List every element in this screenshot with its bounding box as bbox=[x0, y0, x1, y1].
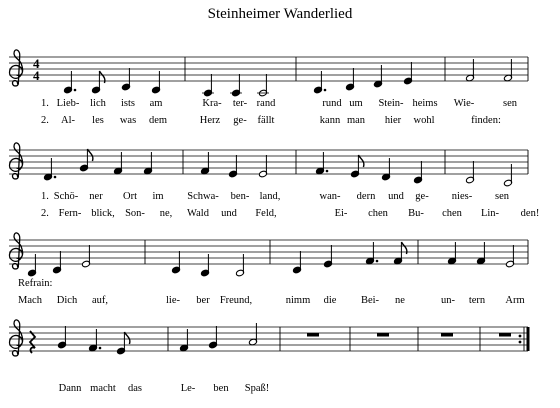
lyric-syllable: heims bbox=[412, 98, 438, 109]
lyric-syllable: den! bbox=[520, 208, 540, 219]
note bbox=[180, 329, 189, 352]
lyric-syllable: chen bbox=[442, 208, 462, 219]
time-signature-bottom: 4 bbox=[33, 68, 40, 83]
lyric-syllable: un- bbox=[441, 295, 455, 306]
lyric-syllable: Schwa- bbox=[187, 191, 219, 202]
note bbox=[92, 71, 105, 94]
note bbox=[229, 155, 238, 178]
treble-clef-icon bbox=[9, 320, 22, 356]
note bbox=[201, 152, 210, 175]
lyric-syllable: chen bbox=[368, 208, 388, 219]
note bbox=[114, 152, 123, 175]
note bbox=[504, 59, 513, 82]
dot bbox=[324, 89, 327, 92]
lyric-syllable: nies- bbox=[451, 191, 473, 202]
lyric-syllable: sen bbox=[495, 191, 509, 202]
lyric-syllable: um bbox=[349, 98, 363, 109]
lyric-syllable: und bbox=[388, 191, 404, 202]
note bbox=[89, 329, 102, 352]
repeat-dot bbox=[519, 341, 522, 344]
note bbox=[209, 326, 218, 349]
lyric-syllable: wohl bbox=[413, 115, 435, 126]
note bbox=[293, 251, 302, 274]
dot bbox=[376, 260, 379, 263]
note bbox=[122, 68, 131, 91]
note bbox=[172, 251, 181, 274]
note bbox=[506, 245, 515, 268]
note bbox=[230, 74, 242, 97]
song-title: Steinheimer Wanderlied bbox=[207, 6, 353, 22]
note bbox=[144, 152, 153, 175]
lyric-syllable: ge- bbox=[233, 115, 247, 126]
dot bbox=[326, 170, 329, 173]
lyric-syllable: fällt bbox=[257, 115, 275, 126]
lyric-syllable: blick, bbox=[91, 208, 115, 219]
lyric-syllable: das bbox=[128, 383, 142, 394]
whole-rest bbox=[499, 333, 511, 337]
whole-rest bbox=[307, 333, 319, 337]
note bbox=[414, 161, 423, 184]
note bbox=[53, 251, 62, 274]
lyric-syllable: Wald bbox=[187, 208, 209, 219]
quarter-rest bbox=[30, 331, 35, 353]
note bbox=[44, 158, 57, 181]
note bbox=[58, 326, 67, 349]
lyric-syllable: Dann bbox=[58, 383, 82, 394]
lyric-syllable: 1. bbox=[41, 191, 49, 202]
lyric-syllable: rund bbox=[322, 98, 342, 109]
lyric-syllable: 1. bbox=[41, 98, 49, 109]
lyric-syllable: ne, bbox=[159, 208, 173, 219]
lyric-syllable: im bbox=[152, 191, 164, 202]
note bbox=[504, 164, 513, 187]
note bbox=[82, 245, 91, 268]
note bbox=[202, 74, 214, 97]
lyric-syllable: Bei- bbox=[360, 295, 380, 306]
note-flag bbox=[124, 332, 129, 344]
lyric-syllable: Lin- bbox=[480, 208, 500, 219]
lyric-syllable: ge- bbox=[415, 191, 429, 202]
lyric-syllable: auf, bbox=[91, 295, 109, 306]
lyric-syllable: tern bbox=[468, 295, 486, 306]
lyric-syllable: am bbox=[149, 98, 163, 109]
note bbox=[117, 332, 130, 355]
note bbox=[314, 71, 327, 94]
lyric-syllable: Spaß! bbox=[244, 383, 270, 394]
note bbox=[249, 323, 258, 346]
note bbox=[324, 245, 333, 268]
lyric-syllable: Schö- bbox=[53, 191, 79, 202]
dot bbox=[74, 89, 77, 92]
note bbox=[466, 161, 475, 184]
note bbox=[374, 65, 383, 88]
note bbox=[64, 71, 77, 94]
lyric-syllable: 2. bbox=[41, 115, 49, 126]
lyric-syllable: und bbox=[221, 208, 237, 219]
lyric-syllable: ists bbox=[120, 98, 136, 109]
note bbox=[80, 149, 93, 172]
note bbox=[257, 74, 269, 97]
lyric-syllable: Kra- bbox=[202, 98, 222, 109]
note bbox=[316, 152, 329, 175]
staff bbox=[9, 50, 528, 86]
note bbox=[448, 242, 457, 265]
repeat-dot bbox=[519, 335, 522, 338]
lyric-syllable: sen bbox=[503, 98, 517, 109]
dot bbox=[99, 347, 102, 350]
lyric-syllable: ne bbox=[395, 295, 405, 306]
note bbox=[382, 158, 391, 181]
lyric-syllable: Mach bbox=[18, 295, 42, 306]
note bbox=[351, 155, 364, 178]
treble-clef-icon bbox=[9, 50, 22, 86]
lyric-syllable: dem bbox=[148, 115, 168, 126]
whole-rest bbox=[441, 333, 453, 337]
staff bbox=[9, 320, 528, 356]
note bbox=[28, 254, 37, 277]
lyric-syllable: ben- bbox=[230, 191, 250, 202]
note bbox=[152, 71, 161, 94]
note bbox=[477, 242, 486, 265]
lyric-syllable: lie- bbox=[166, 295, 180, 306]
time-signature-top: 4 bbox=[33, 56, 40, 71]
lyric-syllable: kann bbox=[319, 115, 341, 126]
lyric-syllable: 2. bbox=[41, 208, 49, 219]
lyric-syllable: Son- bbox=[125, 208, 145, 219]
lyric-syllable: ter- bbox=[232, 98, 248, 109]
note bbox=[346, 68, 355, 91]
note bbox=[201, 254, 210, 277]
lyric-syllable: Stein- bbox=[378, 98, 404, 109]
note bbox=[259, 155, 268, 178]
lyric-syllable: Lieb- bbox=[56, 98, 80, 109]
lyric-syllable: Fern- bbox=[58, 208, 82, 219]
note bbox=[466, 59, 475, 82]
whole-rest bbox=[377, 333, 389, 337]
lyric-syllable: wan- bbox=[319, 191, 341, 202]
lyric-syllable: Bu- bbox=[408, 208, 424, 219]
lyric-syllable: Ort bbox=[123, 191, 137, 202]
lyric-syllable: Wie- bbox=[453, 98, 475, 109]
lyric-syllable: Herz bbox=[199, 115, 221, 126]
lyric-syllable: les bbox=[92, 115, 104, 126]
time-signature bbox=[33, 56, 40, 83]
lyric-syllable: ber bbox=[196, 295, 210, 306]
lyric-syllable: Le- bbox=[180, 383, 196, 394]
note bbox=[366, 242, 379, 265]
note bbox=[394, 242, 407, 265]
lyric-syllable: dern bbox=[356, 191, 376, 202]
lyric-syllable: land, bbox=[259, 191, 281, 202]
lyric-syllable: finden: bbox=[471, 115, 501, 126]
dot bbox=[54, 176, 57, 179]
staff bbox=[9, 143, 528, 179]
lyric-syllable: was bbox=[119, 115, 137, 126]
note-flag bbox=[358, 155, 363, 167]
lyric-syllable: Al- bbox=[61, 115, 75, 126]
lyric-syllable: ben bbox=[213, 383, 229, 394]
note bbox=[404, 62, 413, 85]
note bbox=[236, 254, 245, 277]
lyric-syllable: man bbox=[346, 115, 366, 126]
lyric-syllable: nimm bbox=[285, 295, 311, 306]
lyric-syllable: die bbox=[323, 295, 337, 306]
lyric-syllable: Arm bbox=[505, 295, 525, 306]
refrain-label: Refrain: bbox=[18, 278, 53, 289]
treble-clef-icon bbox=[9, 143, 22, 179]
lyric-syllable: hier bbox=[384, 115, 402, 126]
lyric-syllable: rand bbox=[256, 98, 276, 109]
treble-clef-icon bbox=[9, 233, 22, 269]
lyric-syllable: Dich bbox=[56, 295, 78, 306]
lyric-syllable: lich bbox=[90, 98, 106, 109]
lyric-syllable: Freund, bbox=[219, 295, 253, 306]
lyric-syllable: ner bbox=[89, 191, 103, 202]
lyric-syllable: Feld, bbox=[255, 208, 277, 219]
note-flag bbox=[87, 149, 92, 161]
lyric-syllable: macht bbox=[90, 383, 116, 394]
lyric-syllable: Ei- bbox=[334, 208, 348, 219]
